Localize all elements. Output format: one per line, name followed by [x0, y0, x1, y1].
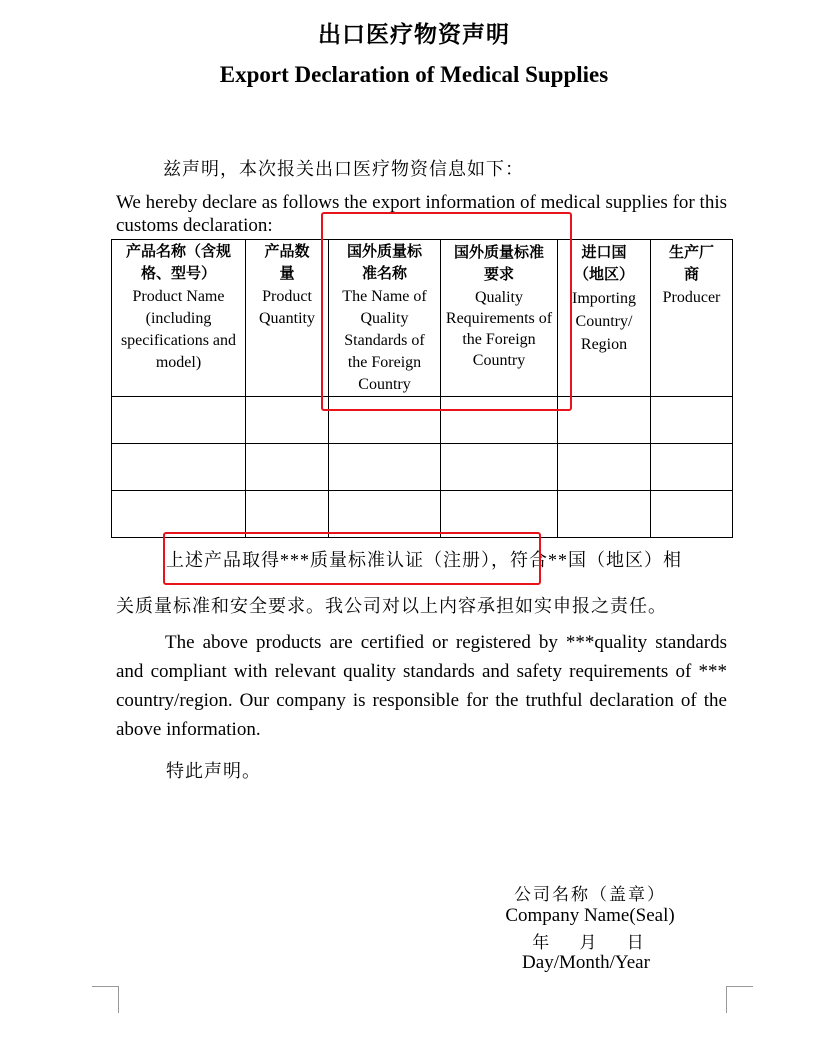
- table-cell[interactable]: [112, 444, 246, 491]
- table-cell[interactable]: [651, 444, 733, 491]
- closing-chinese: 特此声明。: [166, 761, 261, 781]
- table-row: [112, 491, 733, 538]
- table-cell[interactable]: [651, 397, 733, 444]
- table-row: [112, 444, 733, 491]
- table-cell[interactable]: [246, 491, 329, 538]
- table-cell[interactable]: [112, 491, 246, 538]
- title-chinese: 出口医疗物资声明: [318, 22, 510, 47]
- header-producer: 生产厂商 Producer: [651, 240, 733, 397]
- table-cell[interactable]: [558, 491, 651, 538]
- statement-english: The above products are certified or registered by ***quality standards and compliant with relevant quality standards and safety requirements of *** country/region. Our company is responsible for the truthful declaration of the above information.: [116, 632, 727, 740]
- table-cell[interactable]: [329, 491, 441, 538]
- date-english: Day/Month/Year: [522, 952, 650, 973]
- table-cell[interactable]: [246, 397, 329, 444]
- intro-chinese: 兹声明，本次报关出口医疗物资信息如下：: [163, 159, 524, 179]
- table-cell[interactable]: [558, 444, 651, 491]
- table-cell[interactable]: [441, 444, 558, 491]
- table-cell[interactable]: [246, 444, 329, 491]
- table-cell[interactable]: [329, 444, 441, 491]
- intro-english: We hereby declare as follows the export information of medical supplies for this customs declaration:: [116, 192, 727, 236]
- statement-chinese-line1: 上述产品取得***质量标准认证（注册），符合**国（地区）相: [166, 550, 682, 570]
- title-english: Export Declaration of Medical Supplies: [219, 62, 609, 87]
- highlight-box-standards: [321, 212, 572, 411]
- header-standard-name: 国外质量标准名称 The Name of Quality Standards of the Foreign Country: [329, 240, 441, 397]
- table-cell[interactable]: [112, 397, 246, 444]
- header-product-name: 产品名称（含规格、型号） Product Name (including specifications and model): [112, 240, 246, 397]
- company-name-chinese: 公司名称（盖章）: [514, 885, 666, 904]
- table-cell[interactable]: [651, 491, 733, 538]
- page-corner-mark-left: [92, 986, 119, 1013]
- table-cell[interactable]: [441, 491, 558, 538]
- header-product-quantity: 产品数量 Product Quantity: [246, 240, 329, 397]
- header-standard-requirements: 国外质量标准要求 Quality Requirements of the Foreign Country: [441, 240, 558, 397]
- date-chinese: 年 月 日: [532, 933, 648, 952]
- highlight-box-certification: [163, 532, 541, 585]
- statement-chinese-line2: 关质量标准和安全要求。我公司对以上内容承担如实申报之责任。: [116, 596, 667, 616]
- header-importing-country: 进口国（地区） Importing Country/ Region: [558, 240, 651, 397]
- company-name-english: Company Name(Seal): [505, 905, 675, 926]
- page-corner-mark-right: [726, 986, 753, 1013]
